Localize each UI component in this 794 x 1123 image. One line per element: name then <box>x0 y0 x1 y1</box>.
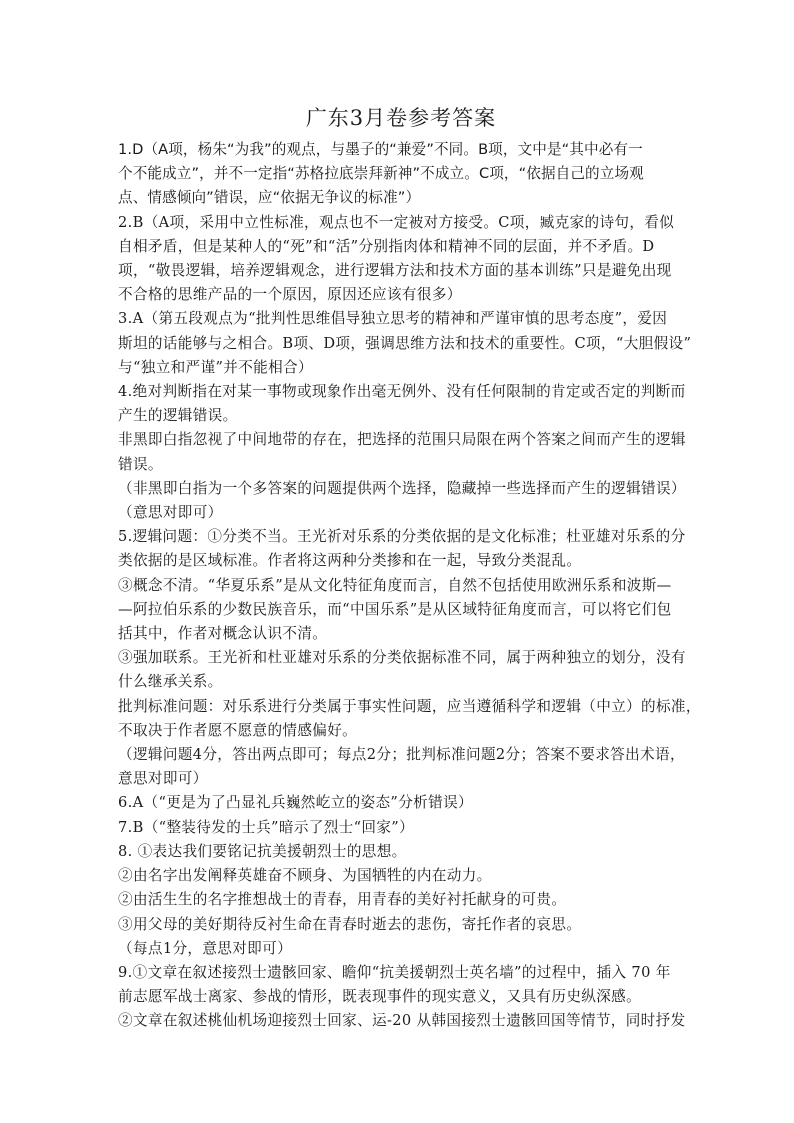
answer-line: 3.A（第五段观点为“批判性思维倡导独立思考的精神和严谨审慎的思考态度”，爱因 <box>118 310 668 328</box>
answer-line: 类依据的是区域标准。作者将这两种分类掺和在一起，导致分类混乱。 <box>118 552 582 570</box>
page-title: 广东3月卷参考答案 <box>305 106 497 130</box>
answer-line: 错误。 <box>118 455 163 473</box>
answer-line: ③概念不清。“华夏乐系”是从文化特征角度而言，自然不包括使用欧洲乐系和波斯— <box>118 576 672 594</box>
answer-line: 5.逻辑问题：①分类不当。王光祈对乐系的分类依据的是文化标准；杜亚雄对乐系的分 <box>118 528 686 546</box>
answer-line: 与“独立和严谨”并不能相合） <box>118 358 313 376</box>
answer-line: （逻辑问题4分，答出两点即可；每点2分；批判标准问题2分；答案不要求答出术语， <box>118 746 685 764</box>
answer-line: 9.①文章在叙述接烈士遗骸回家、瞻仰“抗美援朝烈士英名墙”的过程中，插入 70 年 <box>118 963 671 981</box>
answer-line: 什么继承关系。 <box>118 673 223 691</box>
answer-line: 意思对即可） <box>118 770 208 788</box>
answer-line: 7.B（“整装待发的士兵”暗示了烈士“回家”） <box>118 818 415 836</box>
answer-line: —阿拉伯乐系的少数民族音乐，而“中国乐系”是从区域特征角度而言，可以将它们包 <box>118 600 672 618</box>
answer-line: ②由名字出发阐释英雄奋不顾身、为国牺牲的内在动力。 <box>118 867 492 885</box>
answer-line: 4.绝对判断指在对某一事物或现象作出毫无例外、没有任何限制的肯定或否定的判断而 <box>118 383 686 401</box>
answer-line: 括其中，作者对概念认识不清。 <box>118 625 328 643</box>
answer-line: ②文章在叙述桃仙机场迎接烈士回家、运-20 从韩国接烈士遗骸回国等情节，同时抒发 <box>118 1012 686 1030</box>
answer-line: 产生的逻辑错误。 <box>118 407 238 425</box>
answer-line: 2.B（A项，采用中立性标准，观点也不一定被对方接受。C项，臧克家的诗句，看似 <box>118 213 675 231</box>
answer-line: 非黑即白指忽视了中间地带的存在，把选择的范围只局限在两个答案之间而产生的逻辑 <box>118 431 686 449</box>
answer-line: 自相矛盾，但是某种人的“死”和“活”分别指肉体和精神不同的层面，并不矛盾。D <box>118 237 655 255</box>
answer-line: 1.D（A项，杨朱“为我”的观点，与墨子的“兼爱”不同。B项，文中是“其中必有一 <box>118 141 643 158</box>
answer-line: （意思对即可） <box>118 504 223 522</box>
answer-line: 个不能成立”，并不一定指“苏格拉底崇拜新神”不成立。C项，“依据自己的立场观 <box>118 165 644 183</box>
answer-line: 批判标准问题：对乐系进行分类属于事实性问题，应当遵循科学和逻辑（中立）的标准， <box>118 697 701 715</box>
answer-line: 8. ①表达我们要铭记抗美援朝烈士的思想。 <box>118 842 407 860</box>
answer-line: 6.A（“更是为了凸显礼兵巍然屹立的姿态”分析错误） <box>118 794 473 812</box>
answer-line: 项，“敬畏逻辑，培养逻辑观念，进行逻辑方法和技术方面的基本训练”只是避免出现 <box>118 262 672 280</box>
answer-line: 斯坦的话能够与之相合。B项、D项，强调思维方法和技术的重要性。C项，“大胆假设” <box>118 334 692 352</box>
answer-line: （非黑即白指为一个多答案的问题提供两个选择，隐藏掉一些选择而产生的逻辑错误） <box>118 479 686 497</box>
answer-line: 不取决于作者愿不愿意的情感偏好。 <box>118 721 358 739</box>
answer-line: ③用父母的美好期待反衬生命在青春时逝去的悲伤，寄托作者的哀思。 <box>118 915 582 933</box>
answer-text-body <box>118 138 701 1034</box>
answer-line: 点、情感倾向”错误，应“依据无争议的标准”） <box>118 189 421 207</box>
answer-line: 前志愿军战士离家、参战的情形，既表现事件的现实意义，又具有历史纵深感。 <box>118 988 642 1006</box>
answer-line: ②由活生生的名字推想战士的青春，用青春的美好衬托献身的可贵。 <box>118 891 567 909</box>
answer-line: ③强加联系。王光祈和杜亚雄对乐系的分类依据标准不同，属于两种独立的划分，没有 <box>118 649 686 667</box>
answer-line: 不合格的思维产品的一个原因，原因还应该有很多） <box>118 286 462 304</box>
answer-line: （每点1分，意思对即可） <box>118 939 293 957</box>
